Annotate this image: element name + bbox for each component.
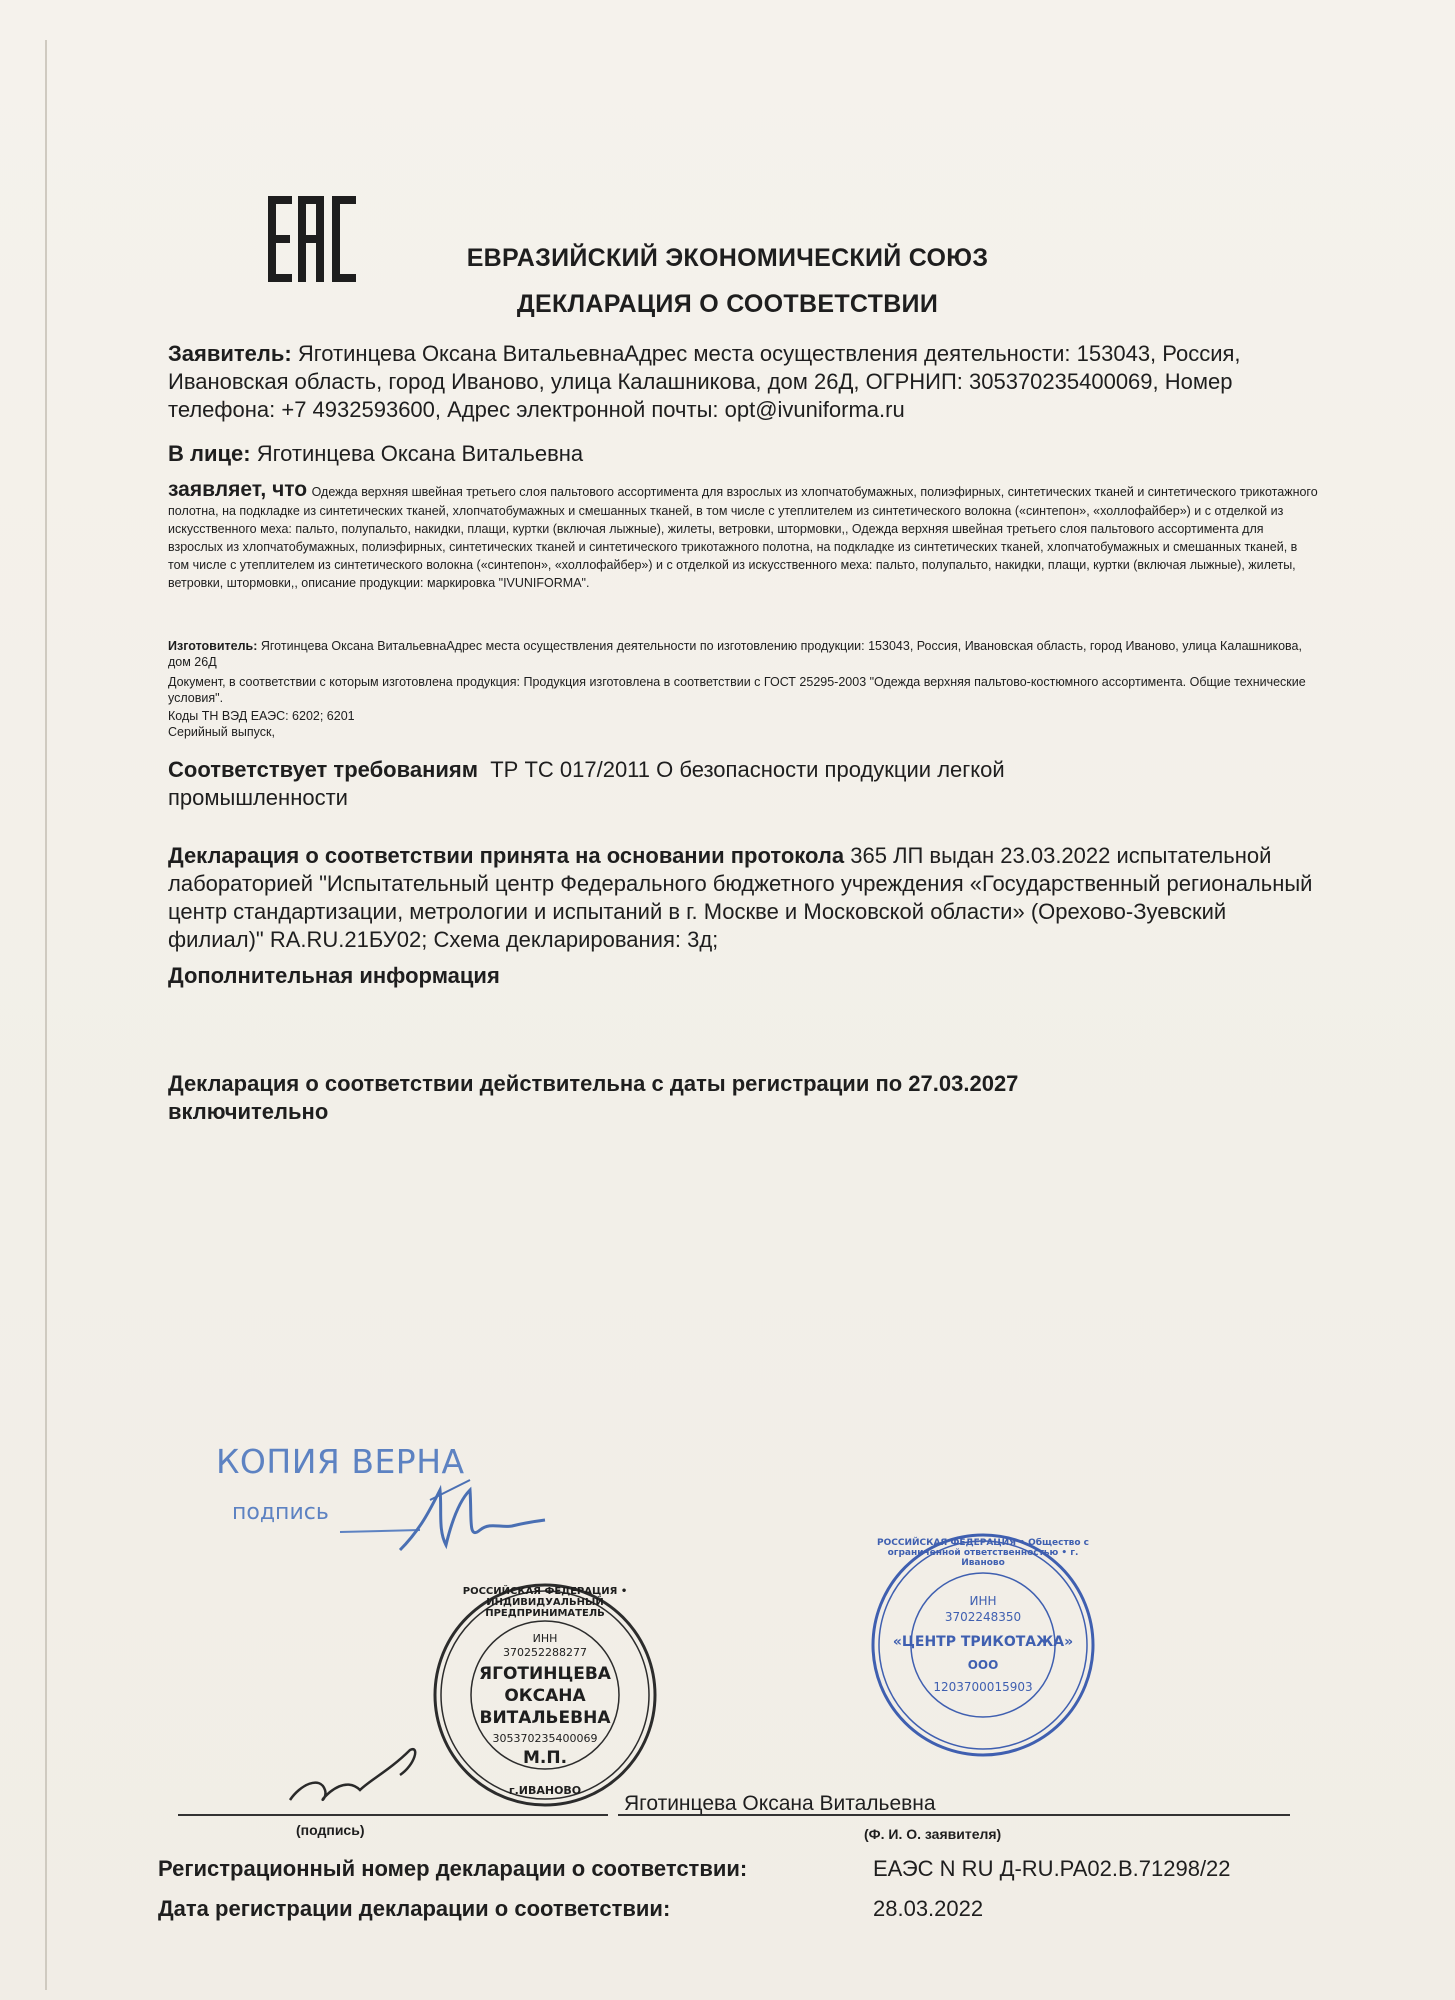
declares-label: заявляет, что — [168, 478, 308, 501]
registration-date-label: Дата регистрации декларации о соответствии: — [158, 1896, 671, 1921]
seal-left-inn-label: ИНН — [532, 1632, 558, 1645]
seal-right-ogrn: 1203700015903 — [933, 1680, 1033, 1694]
registration-number: ЕАЭС N RU Д-RU.PA02.B.71298/22 — [873, 1856, 1231, 1881]
signature-caption: (подпись) — [296, 1822, 365, 1838]
additional-label: Дополнительная информация — [168, 963, 500, 988]
declares-block — [168, 478, 1318, 592]
applicant-signature — [270, 1730, 440, 1820]
serial-line: Серийный выпуск, — [168, 725, 275, 739]
seal-left-ogrn: 305370235400069 — [492, 1732, 598, 1745]
declares-text: Одежда верхняя швейная третьего слоя пальтового ассортимента для взрослых из хлопчатобумажных, полиэфирных, синтетических тканей и синтетического трикотажного полотна, на подкладке из синтетических тканей, хлопчатобумажных и смешанных тканей, в том числе с утеплителем из синтетического волокна («синтепон», «холлофайбер») и с отделкой из искусственного меха: пальто, полупальто, накидки, плащи, куртки (включая лыжные), жилеты, ветровки, штормовки,, Одежда верхняя швейная третьего слоя пальтового ассортимента для взрослых из хлопчатобумажных, полиэфирных, синтетических тканей и синтетического трикотажного полотна, на подкладке из синтетических тканей, хлопчатобумажных и смешанных тканей, в том числе с утеплителем из синтетического волокна («синтепон», «холлофайбер») и с отделкой из искусственного меха: пальто, полупальто, накидки, плащи, куртки (включая лыжные), жилеты, ветровки, штормовки,, описание продукции: маркировка "IVUNIFORMA". — [168, 485, 1318, 590]
conforms-label: Соответствует требованиям — [168, 757, 478, 782]
seal-right-inn-label: ИНН — [969, 1594, 997, 1608]
represented-block — [168, 440, 1318, 468]
seal-left-city: г.ИВАНОВО — [508, 1784, 582, 1797]
seal-right-inn: 3702248350 — [944, 1610, 1022, 1624]
seal-left-name2: ОКСАНА — [504, 1686, 586, 1706]
union-title: ЕВРАЗИЙСКИЙ ЭКОНОМИЧЕСКИЙ СОЮЗ — [466, 244, 989, 272]
seal-right — [868, 1530, 1098, 1760]
manufacturer-label: Изготовитель: — [168, 639, 258, 653]
applicant-block — [168, 340, 1318, 424]
seal-right-short: ООО — [967, 1658, 999, 1672]
basis-block — [168, 842, 1318, 954]
registration-date: 28.03.2022 — [873, 1896, 984, 1921]
validity-block — [168, 1070, 1118, 1126]
manufacturer-block — [168, 639, 1318, 670]
conforms-text: ТР ТС 017/2011 О безопасности продукции легкой промышленности — [168, 757, 1005, 810]
codes-line: Коды ТН ВЭД ЕАЭС: 6202; 6201 — [168, 709, 355, 723]
seal-right-name: «ЦЕНТР ТРИКОТАЖА» — [892, 1634, 1074, 1650]
copy-stamp-sign-label: подпись — [232, 1500, 329, 1525]
validity-text: Декларация о соответствии действительна с даты регистрации по 27.03.2027 включительно — [168, 1071, 1019, 1124]
additional-info — [168, 962, 1318, 990]
seal-left-outer: РОССИЙСКАЯ ФЕДЕРАЦИЯ • ИНДИВИДУАЛЬНЫЙ ПРЕДПРИНИМАТЕЛЬ — [462, 1586, 628, 1619]
seal-right-outer: РОССИЙСКАЯ ФЕДЕРАЦИЯ • Общество с ограниченной ответственностью • г. Иваново — [876, 1538, 1090, 1568]
represented-text: Яготинцева Оксана Витальевна — [256, 441, 584, 466]
applicant-text: Яготинцева Оксана ВитальевнаАдрес места осуществления деятельности: 153043, Россия, Ивановская область, город Иваново, улица Калашникова, дом 26Д, ОГРНИП: 305370235400069, Номер телефона: +7 4932593600, Адрес электронной почты: opt@ivuniforma.ru — [168, 341, 1241, 422]
seal-left-name3: ВИТАЛЬЕВНА — [479, 1708, 611, 1728]
conforms-block — [168, 756, 1168, 812]
name-caption: (Ф. И. О. заявителя) — [864, 1826, 1002, 1842]
basis-label: Декларация о соответствии принята на основании протокола — [168, 843, 845, 868]
manufacturer-text: Яготинцева Оксана ВитальевнаАдрес места осуществления деятельности по изготовлению продукции: 153043, Россия, Ивановская область, город Иваново, улица Калашникова, дом 26Д — [168, 639, 1302, 669]
applicant-name: Яготинцева Оксана Витальевна — [624, 1792, 936, 1815]
copy-stamp-title: КОПИЯ ВЕРНА — [216, 1442, 465, 1481]
signature-line — [178, 1814, 608, 1816]
represented-label: В лице: — [168, 441, 251, 466]
registration-number-label: Регистрационный номер декларации о соответствии: — [158, 1856, 748, 1881]
copy-stamp-signature — [330, 1470, 580, 1580]
seal-left-name1: ЯГОТИНЦЕВА — [479, 1664, 611, 1684]
seal-left-mp: М.П. — [522, 1748, 568, 1768]
seal-left-inn: 370252288277 — [503, 1646, 587, 1659]
applicant-label: Заявитель: — [168, 341, 292, 366]
seal-left — [430, 1580, 660, 1810]
document-title: ДЕКЛАРАЦИЯ О СООТВЕТСТВИИ — [516, 290, 939, 318]
document-line: Документ, в соответствии с которым изготовлена продукция: Продукция изготовлена в соответствии с ГОСТ 25295-2003 "Одежда верхняя пальтово-костюмного ассортимента. Общие технические условия". — [168, 675, 1306, 705]
scan-edge — [45, 40, 47, 1990]
basis-text: 365 ЛП выдан 23.03.2022 испытательной лабораторией "Испытательный центр Федерального бюджетного учреждения «Государственный региональный центр стандартизации, метрологии и испытаний в г. Москве и Московской области» (Орехово-Зуевский филиал)" RA.RU.21БУ02; Схема декларирования: 3д; — [168, 843, 1313, 952]
